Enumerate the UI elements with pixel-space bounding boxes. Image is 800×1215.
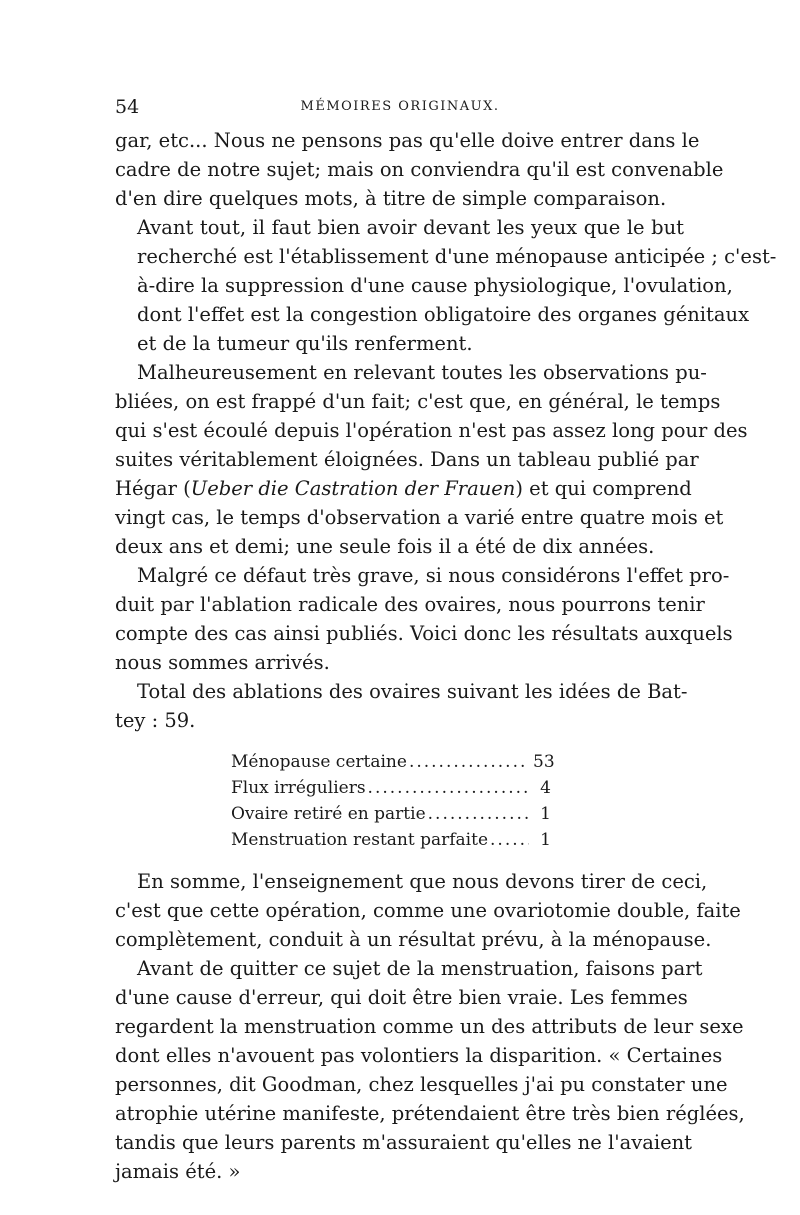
running-head: MÉMOIRES ORIGINAUX. — [300, 99, 500, 114]
text-line: tandis que leurs parents m'assuraient qu'elles ne l'avaient — [115, 1131, 693, 1154]
text-fragment: ) et qui comprend — [515, 477, 692, 500]
text-line: Malheureusement en relevant toutes les observations pu- — [137, 361, 707, 384]
dot-leader — [490, 827, 529, 853]
text-line: nous sommes arrivés. — [115, 651, 330, 674]
text-line: d'une cause d'erreur, qui doit être bien vraie. Les femmes — [115, 986, 688, 1009]
text-line: En somme, l'enseignement que nous devons tirer de ceci, — [137, 870, 708, 893]
text-line: Malgré ce défaut très grave, si nous considérons l'effet pro- — [137, 564, 730, 587]
result-row — [231, 801, 551, 827]
result-value: 53 — [533, 752, 555, 772]
text-line: c'est que cette opération, comme une ovariotomie double, faite — [115, 899, 741, 922]
text-line: et de la tumeur qu'ils renferment. — [137, 332, 473, 355]
text-line: dont elles n'avouent pas volontiers la disparition. « Certaines — [115, 1044, 723, 1067]
text-line: à-dire la suppression d'une cause physiologique, l'ovulation, — [137, 274, 733, 297]
paragraph-6 — [115, 867, 741, 954]
text-line-with-citation — [115, 474, 692, 503]
page-header — [115, 96, 685, 120]
paragraph-1 — [115, 126, 724, 213]
text-line: atrophie utérine manifeste, prétendaient être très bien réglées, — [115, 1102, 745, 1125]
paragraph-5 — [115, 677, 688, 735]
cited-title: Ueber die Castration der Frauen — [190, 477, 516, 500]
paragraph-3 — [115, 358, 748, 561]
text-line: regardent la menstruation comme un des attributs de leur sexe — [115, 1015, 744, 1038]
text-line: cadre de notre sujet; mais on conviendra qu'il est convenable — [115, 158, 724, 181]
paragraph-4 — [115, 561, 733, 677]
text-line: complètement, conduit à un résultat prévu, à la ménopause. — [115, 928, 712, 951]
dot-leader — [428, 801, 529, 827]
result-label: Ménopause certaine — [231, 752, 407, 772]
result-label: Menstruation restant parfaite — [231, 830, 489, 850]
result-label: Flux irréguliers — [231, 778, 366, 798]
text-line: jamais été. » — [115, 1160, 241, 1183]
text-line: tey : 59. — [115, 709, 196, 732]
result-value: 1 — [540, 804, 551, 824]
text-line: bliées, on est frappé d'un fait; c'est que, en général, le temps — [115, 390, 721, 413]
dot-leader — [368, 775, 529, 801]
text-line: vingt cas, le temps d'observation a varié entre quatre mois et — [115, 506, 724, 529]
text-line: deux ans et demi; une seule fois il a été de dix années. — [115, 535, 655, 558]
page-number: 54 — [115, 96, 140, 118]
text-line: d'en dire quelques mots, à titre de simple comparaison. — [115, 187, 667, 210]
paragraph-2 — [115, 213, 777, 358]
results-table — [231, 749, 555, 853]
result-value: 1 — [540, 830, 551, 850]
text-line: compte des cas ainsi publiés. Voici donc les résultats auxquels — [115, 622, 733, 645]
paragraph-7 — [115, 954, 745, 1186]
text-line: duit par l'ablation radicale des ovaires, nous pourrons tenir — [115, 593, 705, 616]
text-line: qui s'est écoulé depuis l'opération n'est pas assez long pour des — [115, 419, 748, 442]
result-row — [231, 827, 551, 853]
result-row — [231, 749, 555, 775]
text-line: Avant tout, il faut bien avoir devant les yeux que le but — [137, 216, 684, 239]
text-line: gar, etc... Nous ne pensons pas qu'elle doive entrer dans le — [115, 129, 700, 152]
text-line: dont l'effet est la congestion obligatoire des organes génitaux — [137, 303, 750, 326]
body-text — [115, 126, 777, 1186]
result-label: Ovaire retiré en partie — [231, 804, 426, 824]
dot-leader — [409, 749, 529, 775]
result-row — [231, 775, 551, 801]
text-line: Total des ablations des ovaires suivant les idées de Bat- — [137, 680, 688, 703]
text-line: Avant de quitter ce sujet de la menstruation, faisons part — [137, 957, 703, 980]
text-line: recherché est l'établissement d'une ménopause anticipée ; c'est- — [137, 245, 777, 268]
result-value: 4 — [540, 778, 551, 798]
text-line: suites véritablement éloignées. Dans un tableau publié par — [115, 448, 699, 471]
text-line: personnes, dit Goodman, chez lesquelles j'ai pu constater une — [115, 1073, 728, 1096]
text-fragment: Hégar ( — [115, 477, 191, 500]
